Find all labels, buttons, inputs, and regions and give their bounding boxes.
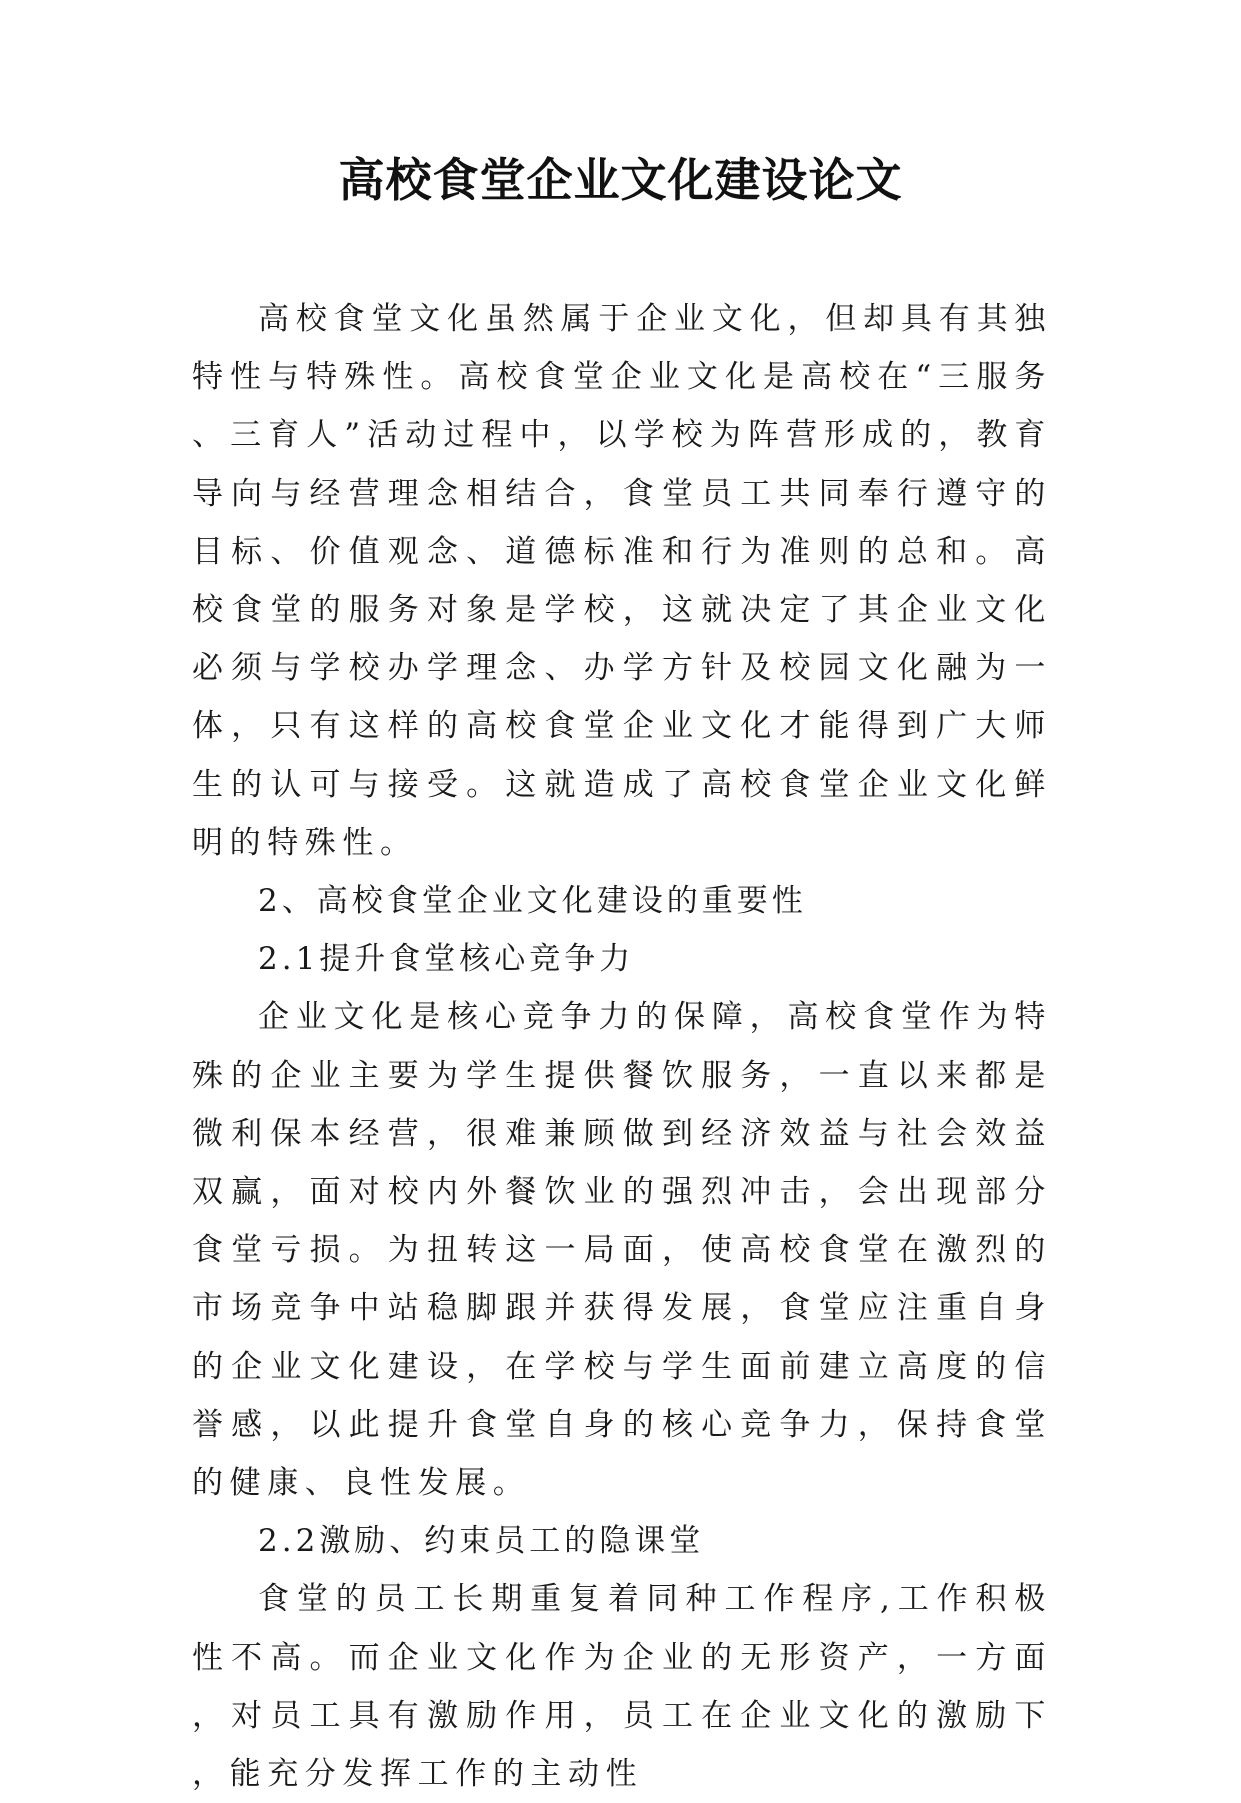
paragraph-2-1: 企业文化是核心竞争力的保障，高校食堂作为特殊的企业主要为学生提供餐饮服务，一直以来都是微利保本经营，很难兼顾做到经济效益与社会效益双赢，面对校内外餐饮业的强烈冲击，会出现部分食堂亏损。为扭转这一局面，使高校食堂在激烈的市场竞争中站稳脚跟并获得发展，食堂应注重自身的企业文化建设，在学校与学生面前建立高度的信誉感，以此提升食堂自身的核心竞争力，保持食堂的健康、良性发展。 <box>192 999 1052 1502</box>
section-heading-2: 2、高校食堂企业文化建设的重要性 <box>258 883 807 920</box>
subsection-heading-2-1: 2.1提升食堂核心竞争力 <box>258 941 635 978</box>
paragraph-intro: 高校食堂文化虽然属于企业文化，但却具有其独特性与特殊性。高校食堂企业文化是高校在“三服务、三育人”活动过程中，以学校为阵营形成的，教育导向与经营理念相结合，食堂员工共同奉行遵守的目标、价值观念、道德标准和行为准则的总和。高校食堂的服务对象是学校，这就决定了其企业文化必须与学校办学理念、办学方针及校园文化融为一体，只有这样的高校食堂企业文化才能得到广大师生的认可与接受。这就造成了高校食堂企业文化鲜明的特殊性。 <box>192 301 1052 861</box>
document-body <box>192 290 1052 1803</box>
subsection-heading-2-2: 2.2激励、约束员工的隐课堂 <box>258 1523 705 1560</box>
paragraph-2-2: 食堂的员工长期重复着同种工作程序,工作积极性不高。而企业文化作为企业的无形资产，一方面，对员工具有激励作用，员工在企业文化的激励下，能充分发挥工作的主动性 <box>192 1581 1052 1793</box>
document-title: 高校食堂企业文化建设论文 <box>338 153 903 207</box>
